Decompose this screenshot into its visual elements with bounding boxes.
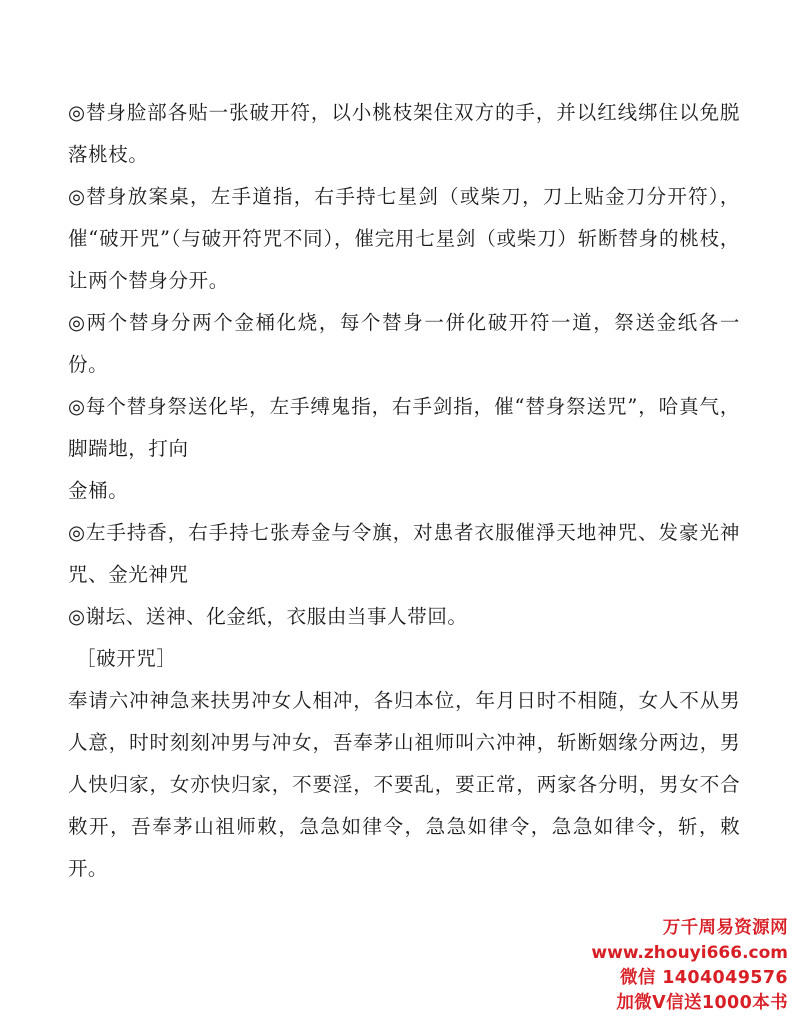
paragraph-7: ◎谢坛、送神、化金纸，衣服由当事人带回。	[68, 605, 468, 628]
watermark-url: www.zhouyi666.com	[591, 943, 788, 963]
document-content	[68, 92, 740, 890]
paragraph-3: ◎两个替身分两个金桶化烧，每个替身一併化破开符一道，祭送金纸各一份。	[68, 311, 740, 376]
paragraph-2: ◎替身放案桌，左手道指，右手持七星剑（或柴刀，刀上贴金刀分开符），催“破开咒”（与破开符咒不同），催完用七星剑（或柴刀）斩断替身的桃枝，让两个替身分开。	[68, 185, 740, 292]
paragraph-1: ◎替身脸部各贴一张破开符，以小桃枝架住双方的手，并以红线绑住以免脱落桃枝。	[68, 101, 740, 166]
watermark-wechat: 微信 1404049576	[619, 968, 788, 988]
paragraph-5: 金桶。	[68, 479, 129, 502]
paragraph-4: ◎每个替身祭送化毕，左手缚鬼指，右手剑指，催“替身祭送咒”，哈真气，脚踹地，打向	[68, 395, 740, 460]
section-title: ［破开咒］	[76, 647, 177, 670]
watermark-promo: 加微V信送1000本书	[616, 993, 788, 1013]
paragraph-6: ◎左手持香，右手持七张寿金与令旗，对患者衣服催淨天地神咒、发豪光神咒、金光神咒	[68, 521, 740, 586]
spell-text: 奉请六冲神急来扶男冲女人相冲，各归本位，年月日时不相随，女人不从男人意，时时刻刻冲男与冲女，吾奉茅山祖师叫六冲神，斩断姻缘分两边，男人快归家，女亦快归家，不要淫，不要乱，要正常，两家各分明，男女不合敕开，吾奉茅山祖师敕，急急如律令，急急如律令，急急如律令，斩，敕开。	[68, 689, 740, 880]
watermark	[591, 916, 788, 1016]
watermark-site-name: 万千周易资源网	[662, 918, 788, 938]
